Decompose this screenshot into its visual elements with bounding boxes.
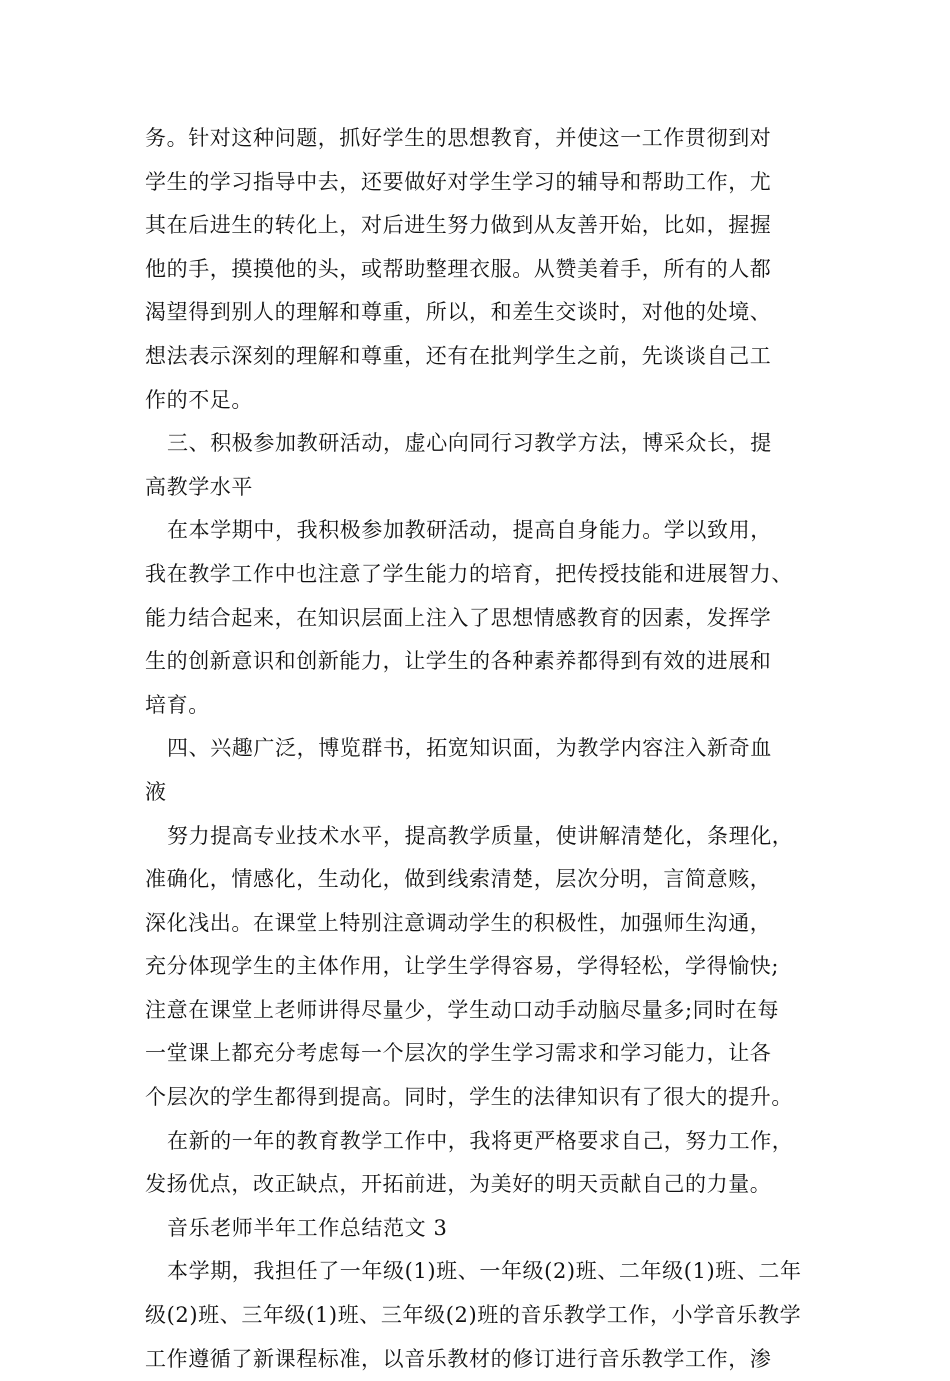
text-line: 其在后进生的转化上，对后进生努力做到从友善开始，比如，握握: [145, 213, 772, 238]
text-line: 能力结合起来，在知识层面上注入了思想情感教育的因素，发挥学: [145, 605, 772, 630]
body-text: [145, 117, 825, 1381]
text-line: 务。针对这种问题，抓好学生的思想教育，并使这一工作贯彻到对: [145, 126, 772, 150]
text-line: 他的手，摸摸他的头，或帮助整理衣服。从赞美着手，所有的人都: [145, 256, 772, 281]
text-line: 学生的学习指导中去，还要做好对学生学习的辅导和帮助工作，尤: [145, 169, 772, 194]
text-line: 一堂课上都充分考虑每一个层次的学生学习需求和学习能力，让各: [145, 1041, 772, 1066]
text-line: 音乐老师半年工作总结范文 3: [167, 1215, 448, 1240]
paragraph: [145, 1120, 825, 1207]
paragraph: [145, 422, 825, 509]
text-line: 注意在课堂上老师讲得尽量少，学生动口动手动脑尽量多;同时在每: [145, 997, 780, 1022]
paragraph: [145, 1207, 825, 1251]
text-line: 三、积极参加教研活动，虚心向同行习教学方法，博采众长，提: [167, 431, 772, 456]
text-line: 高教学水平: [145, 474, 253, 499]
paragraph: [145, 727, 825, 814]
text-line: 在本学期中，我积极参加教研活动，提高自身能力。学以致用，: [167, 518, 772, 543]
text-line: 工作遵循了新课程标准，以音乐教材的修订进行音乐教学工作，渗: [145, 1346, 772, 1371]
paragraph: [145, 509, 825, 727]
text-line: 我在教学工作中也注意了学生能力的培育，把传授技能和进展智力、: [145, 561, 793, 586]
text-line: 本学期，我担任了一年级(1)班、一年级(2)班、二年级(1)班、二年: [167, 1259, 802, 1284]
text-line: 发扬优点，改正缺点，开拓前进，为美好的明天贡献自己的力量。: [145, 1172, 772, 1197]
text-line: 四、兴趣广泛，博览群书，拓宽知识面，为教学内容注入新奇血: [167, 736, 772, 761]
text-line: 在新的一年的教育教学工作中，我将更严格要求自己，努力工作，: [167, 1128, 794, 1153]
text-line: 渴望得到别人的理解和尊重，所以，和差生交谈时，对他的处境、: [145, 300, 772, 325]
text-line: 级(2)班、三年级(1)班、三年级(2)班的音乐教学工作，小学音乐教学: [145, 1303, 802, 1328]
paragraph: [145, 815, 825, 1120]
text-line: 努力提高专业技术水平，提高教学质量，使讲解清楚化，条理化，: [167, 823, 794, 848]
text-line: 液: [145, 779, 167, 804]
text-line: 生的创新意识和创新能力，让学生的各种素养都得到有效的进展和: [145, 649, 772, 674]
paragraph: [145, 1250, 825, 1381]
text-line: 个层次的学生都得到提高。同时，学生的法律知识有了很大的提升。: [145, 1085, 793, 1110]
text-line: 深化浅出。在课堂上特别注意调动学生的积极性，加强师生沟通，: [145, 910, 772, 935]
text-line: 准确化，情感化，生动化，做到线索清楚，层次分明，言简意赅，: [145, 867, 772, 892]
paragraph: [145, 117, 825, 422]
text-line: 作的不足。: [145, 387, 253, 412]
text-line: 培育。: [145, 692, 210, 717]
text-line: 想法表示深刻的理解和尊重，还有在批判学生之前，先谈谈自己工: [145, 343, 772, 368]
text-line: 充分体现学生的主体作用，让学生学得容易，学得轻松，学得愉快;: [145, 954, 780, 979]
